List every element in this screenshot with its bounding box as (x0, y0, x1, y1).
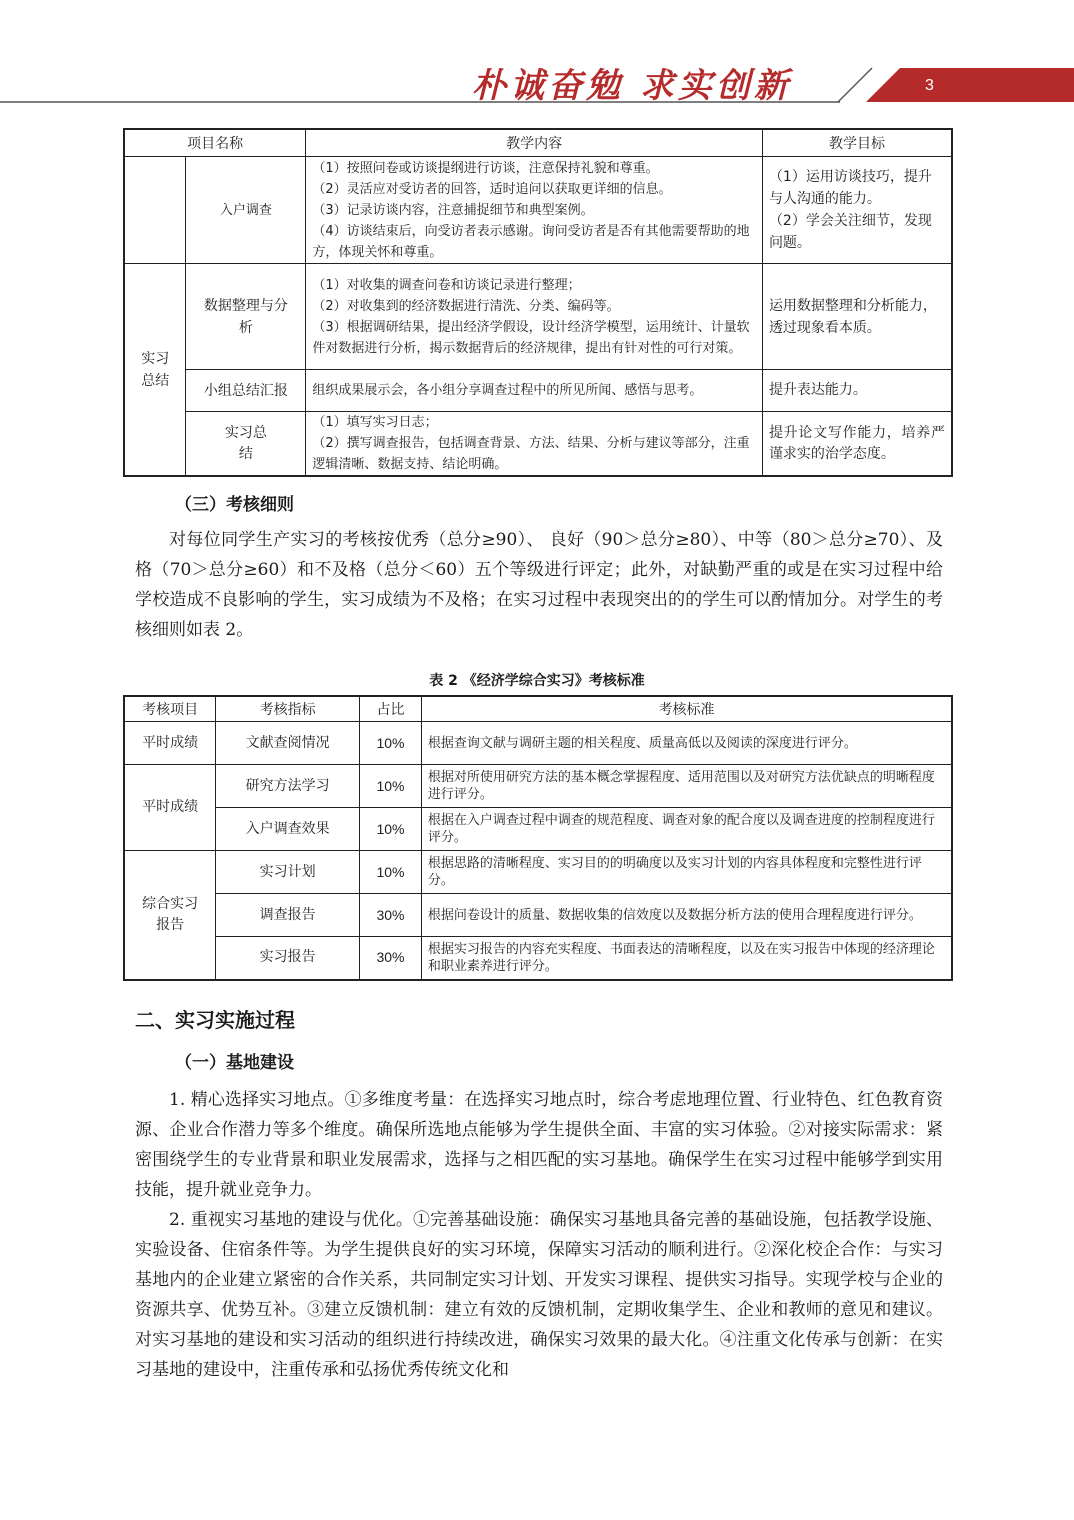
standard-cell: 根据查询文献与调研主题的相关程度、质量高低以及阅读的深度进行评分。 (421, 722, 952, 765)
item-cell: 综合实习报告 (124, 851, 216, 980)
page-header (0, 0, 1074, 110)
sub-item: 实习总结 (186, 412, 306, 477)
header-project: 项目名称 (124, 129, 306, 157)
ratio-cell: 30% (359, 894, 421, 937)
content-line: （3）根据调研结果，提出经济学假设，设计经济学模型，运用统计、计量软件对数据进行分析，揭示数据背后的经济规律，提出有针对性的可行对策。 (312, 319, 750, 356)
content-cell: 组织成果展示会，各小组分享调查过程中的所见所闻、感悟与思考。 (306, 370, 763, 412)
goal-line: （2）学会关注细节，发现问题。 (768, 213, 932, 251)
header-indicator: 考核指标 (216, 696, 360, 722)
table-header-row (124, 129, 952, 157)
content-line: （3）记录访谈内容，注意捕捉细节和典型案例。 (312, 202, 594, 218)
table-row (124, 937, 952, 980)
paragraph-base-construction: 2. 重视实习基地的建设与优化。①完善基础设施：确保实习基地具备完善的基础设施，包括教学设施、实验设备、住宿条件等。为学生提供良好的实习环境，保障实习活动的顺利进行。②深化校企合作：与实习基地内的企业建立紧密的合作关系，共同制定实习计划、开发实习课程、提供实习指导。实现学校与企业的资源共享、优势互补。③建立反馈机制：建立有效的反馈机制，定期收集学生、企业和教师的意见和建议。对实习基地的建设和实习活动的组织进行持续改进，确保实习效果的最大化。④注重文化传承与创新：在实习基地的建设中，注重传承和弘扬优秀传统文化和 (135, 1210, 943, 1380)
empty-cell (124, 157, 186, 264)
table-row (124, 851, 952, 894)
content-line: （2）灵活应对受访者的回答，适时追问以获取更详细的信息。 (312, 181, 672, 197)
indicator-cell: 文献查阅情况 (216, 722, 360, 765)
section-title-base: （一）基地建设 (175, 1053, 294, 1073)
indicator-cell: 实习报告 (216, 937, 360, 980)
header-ratio: 占比 (359, 696, 421, 722)
table-row (124, 157, 952, 264)
table-header-row (124, 696, 952, 722)
table-row (124, 765, 952, 808)
group-label: 实习总结 (124, 264, 186, 477)
goal-cell: 提升表达能力。 (762, 370, 952, 412)
content-line: （1）按照问卷或访谈提纲进行访谈，注意保持礼貌和尊重。 (312, 160, 659, 176)
sub-item: 入户调查 (186, 157, 306, 264)
content-line: （2）对收集到的经济数据进行清洗、分类、编码等。 (312, 298, 620, 314)
goal-cell (762, 157, 952, 264)
table-row (124, 894, 952, 937)
standard-cell: 根据问卷设计的质量、数据收集的信效度以及数据分析方法的使用合理程度进行评分。 (421, 894, 952, 937)
content-line: （2）撰写调查报告，包括调查背景、方法、结果、分析与建议等部分，注重逻辑清晰、数据支持、结论明确。 (312, 436, 750, 472)
table-row (124, 264, 952, 370)
table2-caption: 表 2 《经济学综合实习》考核标准 (429, 673, 645, 689)
content-cell (306, 157, 763, 264)
paragraph-assessment: 对每位同学生产实习的考核按优秀（总分≥90）、 良好（90＞总分≥80）、中等（80＞总分≥70）、及格（70＞总分≥60）和不及格（总分＜60）五个等级进行评定；此外，对缺勤严重的或是在实习过程中给学校造成不良影响的学生，实习成绩为不及格；在实习过程中表现突出的的学生可以酌情加分。对学生的考核细则如表 2。 (135, 530, 943, 640)
header-item: 考核项目 (124, 696, 216, 722)
item-cell: 平时成绩 (124, 765, 216, 851)
ratio-cell: 10% (359, 722, 421, 765)
table-row (124, 412, 952, 477)
ratio-cell: 30% (359, 937, 421, 980)
header-standard: 考核标准 (421, 696, 952, 722)
section-title-implementation: 二、实习实施过程 (135, 1008, 295, 1032)
paragraph-site-selection: 1. 精心选择实习地点。①多维度考量：在选择实习地点时，综合考虑地理位置、行业特色、红色教育资源、企业合作潜力等多个维度。确保所选地点能够为学生提供全面、丰富的实习体验。②对接实际需求：紧密围绕学生的专业背景和职业发展需求，选择与之相匹配的实习基地。确保学生在实习过程中能够学到实用技能，提升就业竞争力。 (135, 1090, 943, 1200)
sub-item: 小组总结汇报 (186, 370, 306, 412)
motto: 朴诚奋勉 求实创新 (472, 66, 792, 106)
content-line: （1）填写实习日志； (312, 415, 438, 430)
table-row (124, 370, 952, 412)
goal-line: （1）运用访谈技巧，提升与人沟通的能力。 (768, 169, 932, 207)
standard-cell: 根据实习报告的内容充实程度、书面表达的清晰程度，以及在实习报告中体现的经济理论和职业素养进行评分。 (421, 937, 952, 980)
section-title-assessment: （三）考核细则 (175, 495, 294, 515)
content-cell (306, 264, 763, 370)
header-goal: 教学目标 (762, 129, 952, 157)
ratio-cell: 10% (359, 808, 421, 851)
table-row (124, 722, 952, 765)
ratio-cell: 10% (359, 765, 421, 808)
standard-cell: 根据思路的清晰程度、实习目的的明确度以及实习计划的内容具体程度和完整性进行评分。 (421, 851, 952, 894)
content-line: （1）对收集的调查问卷和访谈记录进行整理； (312, 277, 581, 293)
item-cell: 平时成绩 (124, 722, 216, 765)
page-number: 3 (925, 77, 934, 94)
indicator-cell: 入户调查效果 (216, 808, 360, 851)
content-line: （4）访谈结束后，向受访者表示感谢。询问受访者是否有其他需要帮助的地方，体现关怀和尊重。 (312, 223, 750, 260)
sub-item: 数据整理与分析 (186, 264, 306, 370)
ratio-cell: 10% (359, 851, 421, 894)
indicator-cell: 调查报告 (216, 894, 360, 937)
indicator-cell: 实习计划 (216, 851, 360, 894)
header-content: 教学内容 (306, 129, 763, 157)
table-row (124, 808, 952, 851)
standard-cell: 根据对所使用研究方法的基本概念掌握程度、适用范围以及对研究方法优缺点的明晰程度进行评分。 (421, 765, 952, 808)
standard-cell: 根据在入户调查过程中调查的规范程度、调查对象的配合度以及调查进度的控制程度进行评分。 (421, 808, 952, 851)
assessment-table (123, 695, 953, 981)
content-cell (306, 412, 763, 477)
indicator-cell: 研究方法学习 (216, 765, 360, 808)
goal-cell: 提升论文写作能力，培养严谨求实的治学态度。 (762, 412, 952, 477)
goal-cell: 运用数据整理和分析能力，透过现象看本质。 (762, 264, 952, 370)
teaching-table (123, 128, 953, 477)
